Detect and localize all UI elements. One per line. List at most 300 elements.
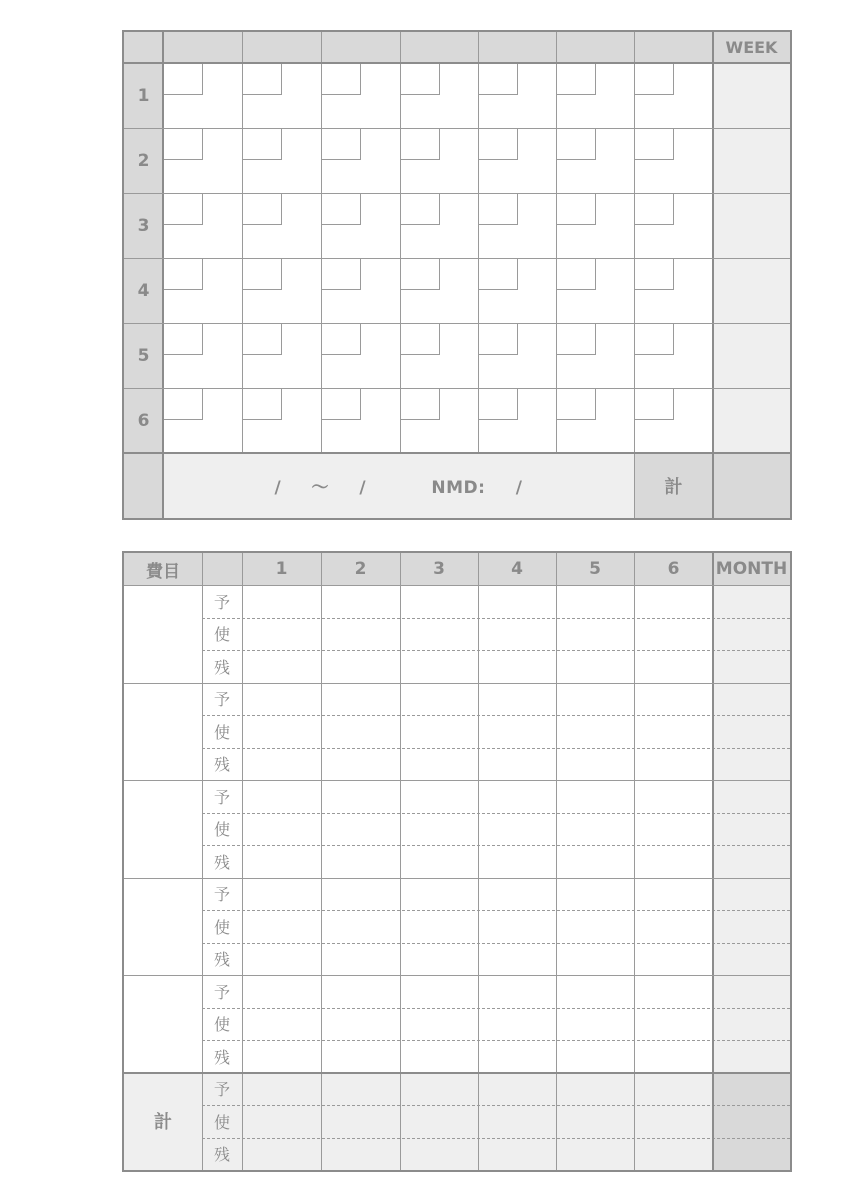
amount-cell[interactable]	[321, 780, 400, 813]
week-total-cell[interactable]	[713, 388, 790, 453]
grid-line	[124, 780, 790, 781]
dashed-divider	[202, 650, 790, 651]
date-box[interactable]	[321, 323, 361, 355]
amount-cell[interactable]	[321, 748, 400, 781]
amount-cell[interactable]	[634, 910, 713, 943]
month-amount-cell[interactable]	[713, 585, 790, 618]
month-amount-cell[interactable]	[713, 618, 790, 651]
amount-cell[interactable]	[556, 618, 634, 651]
grid-line	[162, 32, 164, 518]
month-amount-cell[interactable]	[713, 878, 790, 911]
date-box[interactable]	[242, 258, 282, 290]
week-column-header: 5	[556, 553, 634, 585]
date-box[interactable]	[321, 258, 361, 290]
date-box[interactable]	[163, 63, 203, 95]
amount-cell[interactable]	[400, 943, 478, 976]
date-box[interactable]	[400, 63, 440, 95]
amount-cell[interactable]	[400, 1040, 478, 1073]
day-cell[interactable]	[556, 258, 634, 323]
sub-header-blank	[202, 553, 242, 585]
week-total-cell[interactable]	[713, 258, 790, 323]
day-cell[interactable]	[400, 128, 478, 193]
day-cell[interactable]	[321, 63, 400, 128]
week-total-cell[interactable]	[713, 128, 790, 193]
day-cell[interactable]	[163, 258, 242, 323]
day-cell[interactable]	[556, 128, 634, 193]
amount-cell[interactable]	[478, 748, 556, 781]
amount-cell[interactable]	[242, 585, 321, 618]
week-number: 3	[124, 193, 163, 258]
amount-cell[interactable]	[242, 748, 321, 781]
day-cell[interactable]	[163, 128, 242, 193]
week-column-header: 2	[321, 553, 400, 585]
day-header-cell	[400, 32, 478, 63]
amount-cell[interactable]	[634, 748, 713, 781]
dashed-divider	[202, 910, 790, 911]
amount-cell[interactable]	[556, 1105, 634, 1138]
amount-cell[interactable]	[478, 1040, 556, 1073]
month-amount-cell[interactable]	[713, 1138, 790, 1171]
amount-cell[interactable]	[400, 1105, 478, 1138]
date-box[interactable]	[556, 258, 596, 290]
amount-cell[interactable]	[400, 585, 478, 618]
day-cell[interactable]	[321, 258, 400, 323]
sub-row-label: 使	[213, 722, 230, 742]
amount-cell[interactable]	[321, 878, 400, 911]
amount-cell[interactable]	[478, 1105, 556, 1138]
amount-cell[interactable]	[321, 943, 400, 976]
month-header: MONTH	[713, 553, 790, 585]
category-name-cell[interactable]	[124, 975, 202, 1073]
amount-cell[interactable]	[478, 650, 556, 683]
month-amount-cell[interactable]	[713, 943, 790, 976]
dashed-divider	[202, 1138, 790, 1139]
sub-row-label: 残	[213, 657, 230, 677]
amount-cell[interactable]	[400, 715, 478, 748]
amount-cell[interactable]	[634, 1138, 713, 1171]
date-box[interactable]	[400, 193, 440, 225]
day-cell[interactable]	[242, 63, 321, 128]
amount-cell[interactable]	[634, 683, 713, 716]
category-name-cell[interactable]	[124, 780, 202, 878]
date-box[interactable]	[634, 128, 674, 160]
sub-row-label: 残	[202, 1138, 242, 1171]
day-cell[interactable]	[242, 323, 321, 388]
amount-cell[interactable]	[634, 780, 713, 813]
sub-row-label: 使	[213, 1015, 230, 1035]
grid-line	[712, 32, 714, 518]
amount-cell[interactable]	[321, 1138, 400, 1171]
grid-line	[556, 553, 557, 1170]
footer-corner-cell	[124, 453, 163, 518]
date-box[interactable]	[321, 63, 361, 95]
date-box[interactable]	[556, 323, 596, 355]
dashed-divider	[202, 1040, 790, 1041]
day-cell[interactable]	[478, 63, 556, 128]
month-amount-cell[interactable]	[713, 975, 790, 1008]
grid-line	[634, 553, 635, 1170]
sub-row-label: 予	[213, 690, 230, 710]
amount-cell[interactable]	[478, 813, 556, 846]
amount-cell[interactable]	[478, 780, 556, 813]
month-amount-cell[interactable]	[713, 1073, 790, 1106]
grid-line	[242, 553, 243, 1170]
date-box[interactable]	[163, 388, 203, 420]
amount-cell[interactable]	[400, 1138, 478, 1171]
amount-cell[interactable]	[321, 683, 400, 716]
amount-cell[interactable]	[478, 975, 556, 1008]
date-box[interactable]	[242, 323, 282, 355]
amount-cell[interactable]	[400, 1073, 478, 1106]
amount-cell[interactable]	[556, 1008, 634, 1041]
amount-cell[interactable]	[321, 1105, 400, 1138]
day-cell[interactable]	[634, 128, 713, 193]
amount-cell[interactable]	[478, 1138, 556, 1171]
grid-line	[124, 975, 790, 976]
amount-cell[interactable]	[242, 845, 321, 878]
sub-row-label: 残	[213, 852, 230, 872]
sub-row-label: 残	[213, 755, 230, 775]
day-cell[interactable]	[634, 388, 713, 453]
day-cell[interactable]	[556, 323, 634, 388]
grid-line	[124, 452, 790, 454]
amount-cell[interactable]	[242, 715, 321, 748]
day-cell[interactable]	[478, 258, 556, 323]
amount-cell[interactable]	[400, 1008, 478, 1041]
week-header: WEEK	[713, 32, 790, 63]
date-box[interactable]	[400, 323, 440, 355]
grid-line	[124, 1072, 790, 1074]
amount-cell[interactable]	[242, 1138, 321, 1171]
day-cell[interactable]	[321, 128, 400, 193]
amount-cell[interactable]	[556, 715, 634, 748]
day-cell[interactable]	[242, 193, 321, 258]
week-total-cell[interactable]	[713, 193, 790, 258]
amount-cell[interactable]	[321, 1008, 400, 1041]
amount-cell[interactable]	[556, 650, 634, 683]
date-box[interactable]	[400, 388, 440, 420]
week-number: 4	[124, 258, 163, 323]
amount-cell[interactable]	[634, 813, 713, 846]
date-box[interactable]	[321, 128, 361, 160]
day-cell[interactable]	[242, 388, 321, 453]
amount-cell[interactable]	[321, 910, 400, 943]
amount-cell[interactable]	[634, 1073, 713, 1106]
amount-cell[interactable]	[556, 845, 634, 878]
week-number: 6	[124, 388, 163, 453]
grid-line	[478, 553, 479, 1170]
amount-cell[interactable]	[634, 845, 713, 878]
date-box[interactable]	[634, 193, 674, 225]
date-box[interactable]	[321, 388, 361, 420]
grid-line	[124, 323, 790, 324]
category-header: 費目	[124, 553, 202, 585]
sub-row-label: 予	[213, 592, 230, 612]
month-amount-cell[interactable]	[713, 748, 790, 781]
amount-cell[interactable]	[478, 878, 556, 911]
grid-line	[124, 193, 790, 194]
sub-row-label: 予	[213, 885, 230, 905]
footer-total-label: 計	[634, 453, 713, 518]
date-box[interactable]	[634, 63, 674, 95]
dashed-divider	[202, 1105, 790, 1106]
sub-row-label: 予	[213, 982, 230, 1002]
grid-line	[124, 258, 790, 259]
date-box[interactable]	[556, 63, 596, 95]
category-name-cell[interactable]	[124, 585, 202, 683]
amount-cell[interactable]	[634, 1105, 713, 1138]
amount-cell[interactable]	[478, 715, 556, 748]
day-cell[interactable]	[556, 193, 634, 258]
amount-cell[interactable]	[400, 813, 478, 846]
amount-cell[interactable]	[400, 780, 478, 813]
amount-cell[interactable]	[242, 910, 321, 943]
date-box[interactable]	[478, 193, 518, 225]
amount-cell[interactable]	[634, 715, 713, 748]
date-box[interactable]	[478, 128, 518, 160]
amount-cell[interactable]	[634, 585, 713, 618]
amount-cell[interactable]	[242, 780, 321, 813]
amount-cell[interactable]	[634, 975, 713, 1008]
date-box[interactable]	[163, 258, 203, 290]
grid-line	[321, 32, 322, 453]
amount-cell[interactable]	[556, 878, 634, 911]
day-cell[interactable]	[478, 193, 556, 258]
day-cell[interactable]	[242, 258, 321, 323]
month-amount-cell[interactable]	[713, 650, 790, 683]
sub-row-label: 使	[213, 917, 230, 937]
day-cell[interactable]	[556, 63, 634, 128]
amount-cell[interactable]	[556, 748, 634, 781]
amount-cell[interactable]	[556, 585, 634, 618]
amount-cell[interactable]	[400, 748, 478, 781]
calendar-corner-cell	[124, 32, 163, 63]
month-amount-cell[interactable]	[713, 780, 790, 813]
date-box[interactable]	[163, 193, 203, 225]
amount-cell[interactable]	[242, 683, 321, 716]
date-box[interactable]	[478, 323, 518, 355]
day-cell[interactable]	[634, 323, 713, 388]
amount-cell[interactable]	[400, 845, 478, 878]
date-box[interactable]	[400, 128, 440, 160]
sub-row-label: 残	[213, 1047, 230, 1067]
date-box[interactable]	[556, 193, 596, 225]
sub-row-label: 残	[213, 950, 230, 970]
amount-cell[interactable]	[478, 1008, 556, 1041]
amount-cell[interactable]	[321, 845, 400, 878]
amount-cell[interactable]	[556, 813, 634, 846]
month-amount-cell[interactable]	[713, 715, 790, 748]
grid-line	[202, 553, 203, 1170]
amount-cell[interactable]	[400, 650, 478, 683]
amount-cell[interactable]	[400, 975, 478, 1008]
date-box[interactable]	[556, 388, 596, 420]
day-cell[interactable]	[400, 388, 478, 453]
day-cell[interactable]	[478, 323, 556, 388]
date-box[interactable]	[478, 258, 518, 290]
grid-line	[712, 553, 714, 1170]
amount-cell[interactable]	[321, 813, 400, 846]
date-box[interactable]	[321, 193, 361, 225]
amount-cell[interactable]	[556, 910, 634, 943]
grid-line	[400, 32, 401, 453]
date-box[interactable]	[556, 128, 596, 160]
month-amount-cell[interactable]	[713, 1008, 790, 1041]
amount-cell[interactable]	[556, 780, 634, 813]
day-cell[interactable]	[634, 258, 713, 323]
amount-cell[interactable]	[634, 618, 713, 651]
amount-cell[interactable]	[478, 618, 556, 651]
date-box[interactable]	[634, 388, 674, 420]
day-header-cell	[242, 32, 321, 63]
amount-cell[interactable]	[242, 1040, 321, 1073]
day-cell[interactable]	[163, 193, 242, 258]
amount-cell[interactable]	[556, 975, 634, 1008]
day-cell[interactable]	[400, 193, 478, 258]
grid-line	[321, 553, 322, 1170]
day-cell[interactable]	[321, 388, 400, 453]
day-header-cell	[321, 32, 400, 63]
day-header-cell	[163, 32, 242, 63]
amount-cell[interactable]	[321, 1040, 400, 1073]
day-cell[interactable]	[400, 63, 478, 128]
sub-row-label: 予	[213, 787, 230, 807]
date-box[interactable]	[242, 388, 282, 420]
amount-cell[interactable]	[321, 618, 400, 651]
dashed-divider	[202, 845, 790, 846]
footer-total-value[interactable]	[713, 453, 790, 518]
amount-cell[interactable]	[242, 650, 321, 683]
amount-cell[interactable]	[556, 1040, 634, 1073]
day-header-cell	[556, 32, 634, 63]
amount-cell[interactable]	[478, 845, 556, 878]
amount-cell[interactable]	[321, 650, 400, 683]
day-cell[interactable]	[634, 193, 713, 258]
amount-cell[interactable]	[400, 683, 478, 716]
grid-line	[124, 585, 790, 586]
amount-cell[interactable]	[478, 683, 556, 716]
amount-cell[interactable]	[242, 813, 321, 846]
amount-cell[interactable]	[634, 650, 713, 683]
date-box[interactable]	[634, 323, 674, 355]
date-box[interactable]	[478, 388, 518, 420]
grid-line	[124, 62, 790, 64]
week-total-cell[interactable]	[713, 323, 790, 388]
day-cell[interactable]	[321, 193, 400, 258]
day-cell[interactable]	[400, 258, 478, 323]
date-box[interactable]	[242, 128, 282, 160]
dashed-divider	[202, 1008, 790, 1009]
amount-cell[interactable]	[242, 943, 321, 976]
grid-line	[124, 128, 790, 129]
amount-cell[interactable]	[478, 585, 556, 618]
amount-cell[interactable]	[242, 1105, 321, 1138]
grid-line	[242, 32, 243, 453]
dashed-divider	[202, 748, 790, 749]
day-cell[interactable]	[556, 388, 634, 453]
month-amount-cell[interactable]	[713, 845, 790, 878]
grid-line	[478, 32, 479, 453]
amount-cell[interactable]	[400, 910, 478, 943]
weekly-calendar-grid	[122, 30, 792, 520]
date-box[interactable]	[242, 193, 282, 225]
sub-row-label: 使	[213, 625, 230, 645]
day-cell[interactable]	[163, 388, 242, 453]
amount-cell[interactable]	[321, 715, 400, 748]
amount-cell[interactable]	[321, 975, 400, 1008]
amount-cell[interactable]	[242, 618, 321, 651]
category-name-cell[interactable]	[124, 683, 202, 781]
month-amount-cell[interactable]	[713, 813, 790, 846]
amount-cell[interactable]	[556, 943, 634, 976]
sub-row-label: 予	[202, 1073, 242, 1106]
day-cell[interactable]	[478, 388, 556, 453]
amount-cell[interactable]	[634, 1040, 713, 1073]
day-cell[interactable]	[163, 63, 242, 128]
sub-row-label: 使	[213, 820, 230, 840]
date-box[interactable]	[163, 323, 203, 355]
week-number: 1	[124, 63, 163, 128]
date-box[interactable]	[242, 63, 282, 95]
amount-cell[interactable]	[556, 683, 634, 716]
amount-cell[interactable]	[634, 1008, 713, 1041]
grid-line	[124, 388, 790, 389]
date-box[interactable]	[634, 258, 674, 290]
day-cell[interactable]	[321, 323, 400, 388]
dashed-divider	[202, 618, 790, 619]
amount-cell[interactable]	[242, 1008, 321, 1041]
amount-cell[interactable]	[634, 878, 713, 911]
amount-cell[interactable]	[400, 878, 478, 911]
grid-line	[124, 683, 790, 684]
grid-line	[124, 878, 790, 879]
month-amount-cell[interactable]	[713, 910, 790, 943]
week-number: 5	[124, 323, 163, 388]
amount-cell[interactable]	[400, 618, 478, 651]
week-total-cell[interactable]	[713, 63, 790, 128]
amount-cell[interactable]	[242, 975, 321, 1008]
amount-cell[interactable]	[556, 1073, 634, 1106]
sub-row-label: 使	[202, 1105, 242, 1138]
date-box[interactable]	[163, 128, 203, 160]
amount-cell[interactable]	[242, 878, 321, 911]
day-cell[interactable]	[400, 323, 478, 388]
day-cell[interactable]	[634, 63, 713, 128]
date-box[interactable]	[400, 258, 440, 290]
month-amount-cell[interactable]	[713, 1040, 790, 1073]
amount-cell[interactable]	[634, 943, 713, 976]
total-label-cell: 計	[124, 1073, 202, 1171]
month-amount-cell[interactable]	[713, 1105, 790, 1138]
amount-cell[interactable]	[321, 1073, 400, 1106]
month-amount-cell[interactable]	[713, 683, 790, 716]
day-cell[interactable]	[478, 128, 556, 193]
amount-cell[interactable]	[478, 1073, 556, 1106]
week-column-header: 4	[478, 553, 556, 585]
day-cell[interactable]	[242, 128, 321, 193]
day-cell[interactable]	[163, 323, 242, 388]
dashed-divider	[202, 715, 790, 716]
date-box[interactable]	[478, 63, 518, 95]
amount-cell[interactable]	[556, 1138, 634, 1171]
amount-cell[interactable]	[321, 585, 400, 618]
monthly-budget-table	[122, 551, 792, 1172]
amount-cell[interactable]	[478, 910, 556, 943]
amount-cell[interactable]	[478, 943, 556, 976]
grid-line	[400, 553, 401, 1170]
category-name-cell[interactable]	[124, 878, 202, 976]
amount-cell[interactable]	[242, 1073, 321, 1106]
